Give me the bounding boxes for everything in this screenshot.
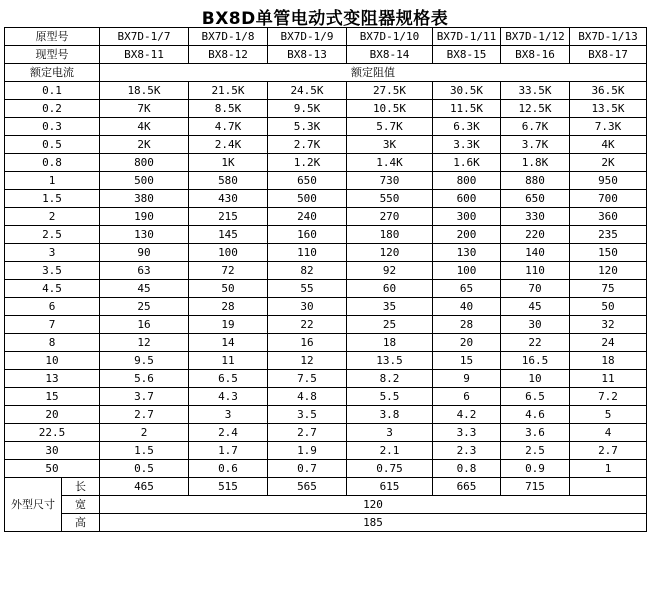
resistance-cell: 60 xyxy=(347,280,433,298)
resistance-cell: 700 xyxy=(570,190,647,208)
original-model-cell: BX7D-1/13 xyxy=(570,28,647,46)
current-model-cell: BX8-11 xyxy=(100,46,189,64)
resistance-cell: 25 xyxy=(347,316,433,334)
original-model-label: 原型号 xyxy=(5,28,100,46)
resistance-cell: 3.3K xyxy=(433,136,501,154)
resistance-cell: 45 xyxy=(501,298,570,316)
resistance-cell: 3.8 xyxy=(347,406,433,424)
resistance-cell: 5.7K xyxy=(347,118,433,136)
rated-resistance-header: 额定阻值 xyxy=(100,64,647,82)
resistance-cell: 2.1 xyxy=(347,442,433,460)
resistance-cell: 0.6 xyxy=(189,460,268,478)
resistance-cell: 4.6 xyxy=(501,406,570,424)
resistance-cell: 150 xyxy=(570,244,647,262)
resistance-cell: 500 xyxy=(100,172,189,190)
table-row xyxy=(5,298,647,316)
resistance-cell: 1.4K xyxy=(347,154,433,172)
resistance-cell: 9 xyxy=(433,370,501,388)
length-value-cell: 665 xyxy=(433,478,501,496)
resistance-cell: 12 xyxy=(268,352,347,370)
resistance-cell: 235 xyxy=(570,226,647,244)
resistance-cell: 18 xyxy=(570,352,647,370)
resistance-cell: 18 xyxy=(347,334,433,352)
resistance-cell: 220 xyxy=(501,226,570,244)
table-row xyxy=(5,208,647,226)
rated-current-cell: 13 xyxy=(5,370,100,388)
resistance-cell: 72 xyxy=(189,262,268,280)
table-row xyxy=(5,460,647,478)
rated-current-header: 额定电流 xyxy=(5,64,100,82)
resistance-cell: 24.5K xyxy=(268,82,347,100)
resistance-cell: 10 xyxy=(501,370,570,388)
resistance-cell: 2 xyxy=(100,424,189,442)
resistance-cell: 2.7 xyxy=(100,406,189,424)
table-row xyxy=(5,424,647,442)
width-label: 宽 xyxy=(62,496,100,514)
resistance-cell: 130 xyxy=(100,226,189,244)
rated-current-cell: 0.5 xyxy=(5,136,100,154)
table-row xyxy=(5,370,647,388)
resistance-cell: 6 xyxy=(433,388,501,406)
resistance-cell: 9.5 xyxy=(100,352,189,370)
rated-current-cell: 2.5 xyxy=(5,226,100,244)
rated-current-cell: 0.2 xyxy=(5,100,100,118)
resistance-cell: 5.5 xyxy=(347,388,433,406)
resistance-cell: 50 xyxy=(189,280,268,298)
rated-current-cell: 0.8 xyxy=(5,154,100,172)
resistance-cell: 130 xyxy=(433,244,501,262)
resistance-cell: 2K xyxy=(570,154,647,172)
resistance-cell: 19 xyxy=(189,316,268,334)
table-row xyxy=(5,262,647,280)
resistance-cell: 2.4 xyxy=(189,424,268,442)
table-row xyxy=(5,136,647,154)
resistance-cell: 55 xyxy=(268,280,347,298)
rated-current-cell: 3.5 xyxy=(5,262,100,280)
resistance-cell: 92 xyxy=(347,262,433,280)
table-row xyxy=(5,82,647,100)
resistance-cell: 2.5 xyxy=(501,442,570,460)
resistance-cell: 3 xyxy=(189,406,268,424)
resistance-cell: 2.4K xyxy=(189,136,268,154)
resistance-cell: 7.5 xyxy=(268,370,347,388)
resistance-cell: 7.2 xyxy=(570,388,647,406)
table-row xyxy=(5,154,647,172)
resistance-cell: 2.7 xyxy=(570,442,647,460)
resistance-cell: 110 xyxy=(501,262,570,280)
resistance-cell: 16.5 xyxy=(501,352,570,370)
resistance-cell: 0.75 xyxy=(347,460,433,478)
resistance-cell: 500 xyxy=(268,190,347,208)
current-model-cell: BX8-17 xyxy=(570,46,647,64)
rated-current-cell: 1 xyxy=(5,172,100,190)
resistance-cell: 8.5K xyxy=(189,100,268,118)
resistance-cell: 950 xyxy=(570,172,647,190)
resistance-cell: 580 xyxy=(189,172,268,190)
resistance-cell: 100 xyxy=(189,244,268,262)
resistance-cell: 6.5 xyxy=(189,370,268,388)
resistance-cell: 13.5 xyxy=(347,352,433,370)
rated-current-cell: 6 xyxy=(5,298,100,316)
resistance-cell: 6.3K xyxy=(433,118,501,136)
table-row xyxy=(5,352,647,370)
resistance-cell: 2.3 xyxy=(433,442,501,460)
resistance-cell: 30 xyxy=(268,298,347,316)
length-value-cell: 615 xyxy=(347,478,433,496)
resistance-cell: 24 xyxy=(570,334,647,352)
rated-current-cell: 30 xyxy=(5,442,100,460)
resistance-cell: 3.7 xyxy=(100,388,189,406)
resistance-cell: 6.7K xyxy=(501,118,570,136)
table-row xyxy=(5,316,647,334)
original-model-cell: BX7D-1/7 xyxy=(100,28,189,46)
resistance-cell: 5.3K xyxy=(268,118,347,136)
resistance-cell: 880 xyxy=(501,172,570,190)
column-header-row xyxy=(5,64,647,82)
resistance-cell: 5 xyxy=(570,406,647,424)
resistance-cell: 7K xyxy=(100,100,189,118)
resistance-cell: 0.8 xyxy=(433,460,501,478)
resistance-cell: 4.3 xyxy=(189,388,268,406)
resistance-cell: 270 xyxy=(347,208,433,226)
rated-current-cell: 22.5 xyxy=(5,424,100,442)
table-row xyxy=(5,280,647,298)
resistance-cell: 28 xyxy=(433,316,501,334)
table-row xyxy=(5,406,647,424)
dimension-length-row xyxy=(5,478,647,496)
resistance-cell: 10.5K xyxy=(347,100,433,118)
length-value-cell: 565 xyxy=(268,478,347,496)
resistance-cell: 5.6 xyxy=(100,370,189,388)
dimension-width-row xyxy=(5,496,647,514)
resistance-cell: 30.5K xyxy=(433,82,501,100)
resistance-cell: 50 xyxy=(570,298,647,316)
resistance-cell: 600 xyxy=(433,190,501,208)
table-row xyxy=(5,244,647,262)
resistance-cell: 0.9 xyxy=(501,460,570,478)
resistance-cell: 100 xyxy=(433,262,501,280)
rated-current-cell: 7 xyxy=(5,316,100,334)
current-model-cell: BX8-13 xyxy=(268,46,347,64)
resistance-cell: 120 xyxy=(347,244,433,262)
rated-current-cell: 3 xyxy=(5,244,100,262)
resistance-cell: 730 xyxy=(347,172,433,190)
resistance-cell: 300 xyxy=(433,208,501,226)
table-row xyxy=(5,334,647,352)
resistance-cell: 120 xyxy=(570,262,647,280)
resistance-cell: 12 xyxy=(100,334,189,352)
length-value-cell: 465 xyxy=(100,478,189,496)
original-model-cell: BX7D-1/9 xyxy=(268,28,347,46)
resistance-cell: 3.6 xyxy=(501,424,570,442)
resistance-cell: 3 xyxy=(347,424,433,442)
resistance-cell: 110 xyxy=(268,244,347,262)
dimension-height-row xyxy=(5,514,647,532)
current-model-row xyxy=(5,46,647,64)
current-model-cell: BX8-12 xyxy=(189,46,268,64)
resistance-cell: 8.2 xyxy=(347,370,433,388)
resistance-cell: 33.5K xyxy=(501,82,570,100)
resistance-cell: 7.3K xyxy=(570,118,647,136)
resistance-cell: 82 xyxy=(268,262,347,280)
resistance-cell: 800 xyxy=(100,154,189,172)
original-model-row xyxy=(5,28,647,46)
table-row xyxy=(5,190,647,208)
resistance-cell: 25 xyxy=(100,298,189,316)
table-row xyxy=(5,442,647,460)
resistance-cell: 21.5K xyxy=(189,82,268,100)
resistance-cell: 16 xyxy=(100,316,189,334)
resistance-cell: 9.5K xyxy=(268,100,347,118)
resistance-cell: 0.7 xyxy=(268,460,347,478)
resistance-cell: 3.7K xyxy=(501,136,570,154)
resistance-cell: 145 xyxy=(189,226,268,244)
resistance-cell: 0.5 xyxy=(100,460,189,478)
rated-current-cell: 8 xyxy=(5,334,100,352)
resistance-cell: 11 xyxy=(570,370,647,388)
resistance-cell: 11.5K xyxy=(433,100,501,118)
table-title: BX8D单管电动式变阻器规格表 xyxy=(201,9,449,29)
width-value-cell: 120 xyxy=(100,496,647,514)
resistance-cell: 180 xyxy=(347,226,433,244)
resistance-cell: 27.5K xyxy=(347,82,433,100)
rated-current-cell: 2 xyxy=(5,208,100,226)
table-row xyxy=(5,172,647,190)
rated-current-cell: 15 xyxy=(5,388,100,406)
original-model-cell: BX7D-1/8 xyxy=(189,28,268,46)
current-model-cell: BX8-15 xyxy=(433,46,501,64)
resistance-cell: 4.7K xyxy=(189,118,268,136)
rated-current-cell: 0.1 xyxy=(5,82,100,100)
resistance-cell: 650 xyxy=(501,190,570,208)
resistance-cell: 13.5K xyxy=(570,100,647,118)
resistance-cell: 380 xyxy=(100,190,189,208)
resistance-cell: 16 xyxy=(268,334,347,352)
resistance-cell: 360 xyxy=(570,208,647,226)
resistance-cell: 4 xyxy=(570,424,647,442)
resistance-cell: 1K xyxy=(189,154,268,172)
resistance-cell: 3.3 xyxy=(433,424,501,442)
resistance-cell: 1.8K xyxy=(501,154,570,172)
rated-current-cell: 4.5 xyxy=(5,280,100,298)
height-label: 高 xyxy=(62,514,100,532)
resistance-cell: 1.6K xyxy=(433,154,501,172)
resistance-cell: 160 xyxy=(268,226,347,244)
resistance-cell: 28 xyxy=(189,298,268,316)
table-row xyxy=(5,226,647,244)
resistance-cell: 20 xyxy=(433,334,501,352)
original-model-cell: BX7D-1/10 xyxy=(347,28,433,46)
resistance-cell: 550 xyxy=(347,190,433,208)
current-model-cell: BX8-16 xyxy=(501,46,570,64)
length-label: 长 xyxy=(62,478,100,496)
resistance-cell: 1.2K xyxy=(268,154,347,172)
resistance-cell: 6.5 xyxy=(501,388,570,406)
resistance-cell: 140 xyxy=(501,244,570,262)
resistance-cell: 1 xyxy=(570,460,647,478)
current-model-cell: BX8-14 xyxy=(347,46,433,64)
rated-current-cell: 10 xyxy=(5,352,100,370)
resistance-cell: 330 xyxy=(501,208,570,226)
resistance-cell: 36.5K xyxy=(570,82,647,100)
original-model-cell: BX7D-1/12 xyxy=(501,28,570,46)
length-value-cell xyxy=(570,478,647,496)
table-row xyxy=(5,388,647,406)
rated-current-cell: 1.5 xyxy=(5,190,100,208)
rated-current-cell: 20 xyxy=(5,406,100,424)
resistance-cell: 4K xyxy=(100,118,189,136)
resistance-cell: 1.9 xyxy=(268,442,347,460)
length-value-cell: 715 xyxy=(501,478,570,496)
resistance-cell: 63 xyxy=(100,262,189,280)
resistance-cell: 4.8 xyxy=(268,388,347,406)
outline-dimensions-label: 外型尺寸 xyxy=(5,478,62,532)
resistance-cell: 800 xyxy=(433,172,501,190)
resistance-cell: 2K xyxy=(100,136,189,154)
resistance-cell: 200 xyxy=(433,226,501,244)
resistance-cell: 4K xyxy=(570,136,647,154)
resistance-cell: 40 xyxy=(433,298,501,316)
resistance-cell: 75 xyxy=(570,280,647,298)
length-value-cell: 515 xyxy=(189,478,268,496)
resistance-cell: 18.5K xyxy=(100,82,189,100)
rated-current-cell: 0.3 xyxy=(5,118,100,136)
resistance-cell: 215 xyxy=(189,208,268,226)
resistance-cell: 22 xyxy=(501,334,570,352)
resistance-cell: 12.5K xyxy=(501,100,570,118)
resistance-cell: 2.7 xyxy=(268,424,347,442)
resistance-cell: 15 xyxy=(433,352,501,370)
resistance-cell: 30 xyxy=(501,316,570,334)
resistance-cell: 22 xyxy=(268,316,347,334)
table-row xyxy=(5,118,647,136)
resistance-cell: 190 xyxy=(100,208,189,226)
resistance-cell: 2.7K xyxy=(268,136,347,154)
resistance-cell: 1.5 xyxy=(100,442,189,460)
resistance-cell: 45 xyxy=(100,280,189,298)
height-value-cell: 185 xyxy=(100,514,647,532)
current-model-label: 现型号 xyxy=(5,46,100,64)
resistance-cell: 90 xyxy=(100,244,189,262)
resistance-cell: 650 xyxy=(268,172,347,190)
resistance-cell: 70 xyxy=(501,280,570,298)
resistance-cell: 4.2 xyxy=(433,406,501,424)
spec-table xyxy=(4,27,647,532)
resistance-cell: 430 xyxy=(189,190,268,208)
resistance-cell: 35 xyxy=(347,298,433,316)
resistance-cell: 1.7 xyxy=(189,442,268,460)
resistance-cell: 32 xyxy=(570,316,647,334)
table-row xyxy=(5,100,647,118)
resistance-cell: 14 xyxy=(189,334,268,352)
rated-current-cell: 50 xyxy=(5,460,100,478)
resistance-cell: 11 xyxy=(189,352,268,370)
resistance-cell: 65 xyxy=(433,280,501,298)
resistance-cell: 3K xyxy=(347,136,433,154)
original-model-cell: BX7D-1/11 xyxy=(433,28,501,46)
resistance-cell: 3.5 xyxy=(268,406,347,424)
resistance-cell: 240 xyxy=(268,208,347,226)
